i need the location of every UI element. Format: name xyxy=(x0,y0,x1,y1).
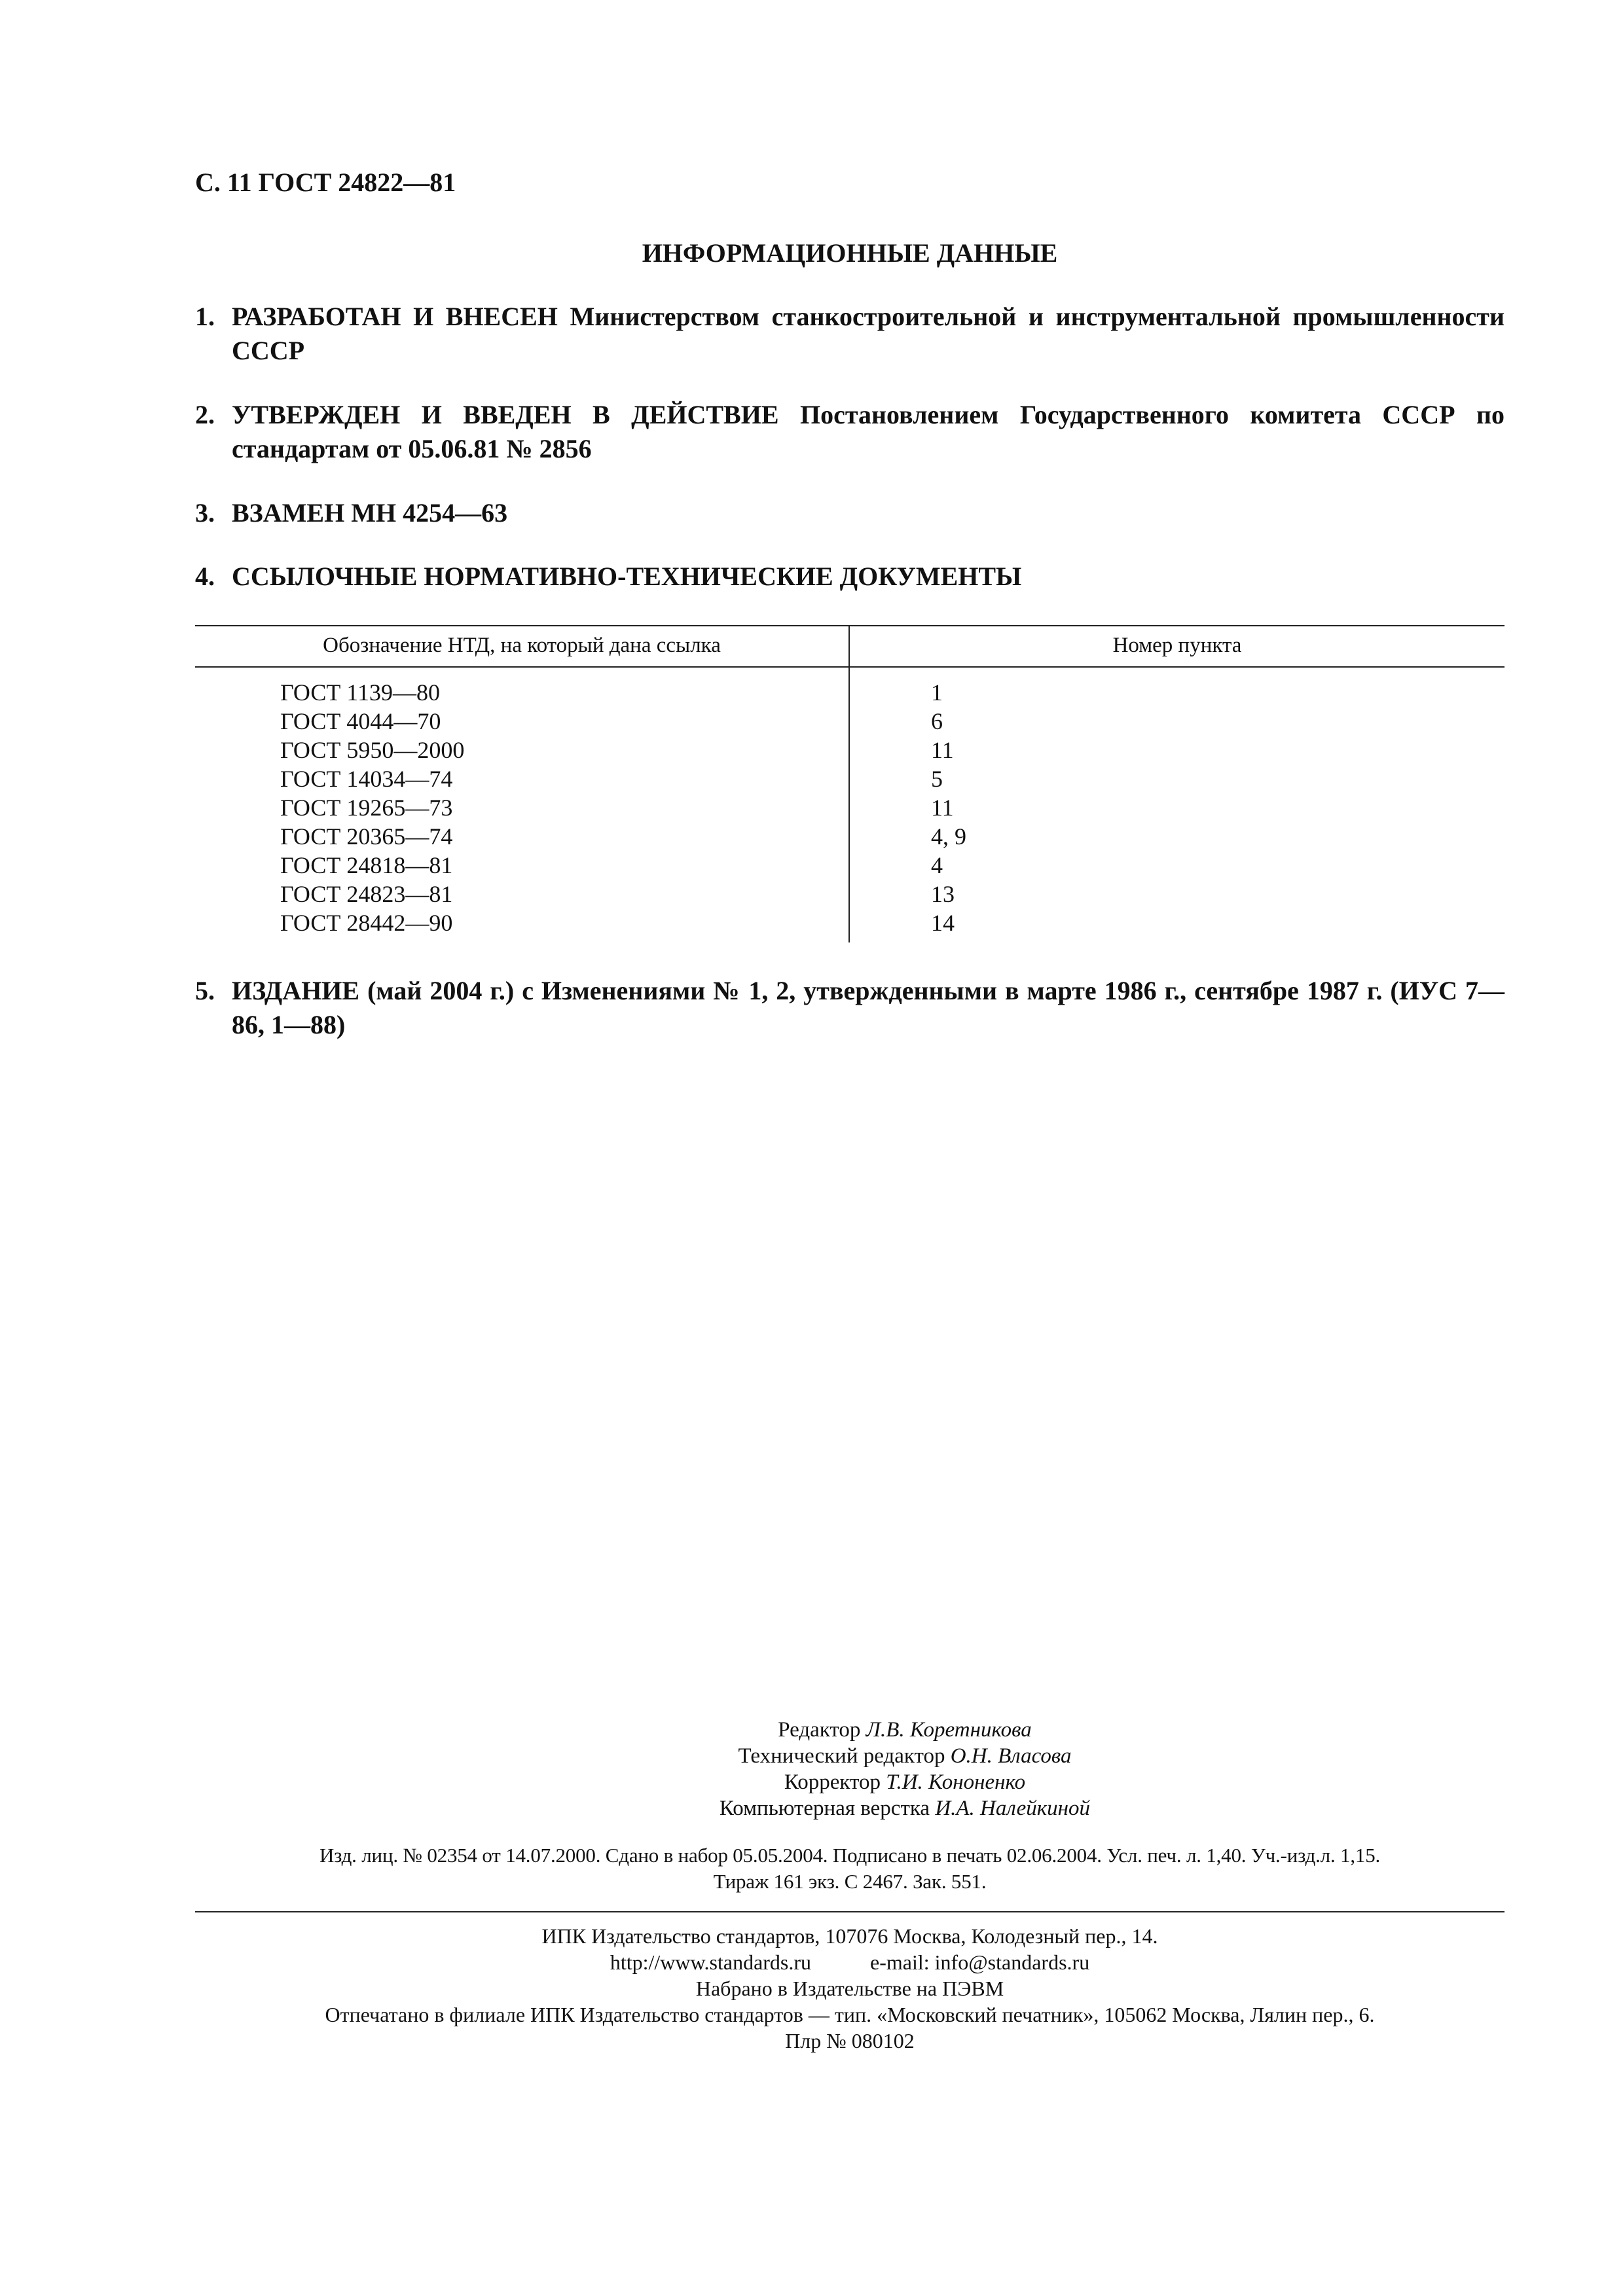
item-number: 5. xyxy=(195,976,215,1005)
imprint-url[interactable]: http://www.standards.ru xyxy=(610,1950,812,1974)
item-text xyxy=(232,974,1504,1042)
imprint-address: ИПК Издательство стандартов, 107076 Москва, Колодезный пер., 14. xyxy=(541,1924,1158,1948)
item-number: 1. xyxy=(195,302,215,331)
table-cell: ГОСТ 24823—81 xyxy=(280,881,453,907)
credits-block xyxy=(0,1717,1623,1821)
credit-layout xyxy=(187,1795,1623,1821)
section-title: ИНФОРМАЦИОННЫЕ ДАННЫЕ xyxy=(642,238,1058,268)
credit-role: Корректор xyxy=(784,1770,881,1794)
imprint-printed: Отпечатано в филиале ИПК Издательство стандартов — тип. «Московский печатник», 105062 Москва, Лялин пер., 6. xyxy=(325,2003,1375,2026)
item-lead: ССЫЛОЧНЫЕ НОРМАТИВНО-ТЕХНИЧЕСКИЕ ДОКУМЕНТЫ xyxy=(232,562,1022,591)
table-top-rule xyxy=(195,625,1504,626)
table-col-designation xyxy=(280,678,464,937)
item-lead: РАЗРАБОТАН И ВНЕСЕН xyxy=(232,302,558,331)
item-lead: ИЗДАНИЕ xyxy=(232,976,360,1005)
item-rest: Министерством станкостроительной и инструментальной промышленности СССР xyxy=(232,302,1505,365)
info-item-4 xyxy=(195,560,1504,594)
table-cell: 5 xyxy=(931,766,943,792)
table-cell: 11 xyxy=(931,737,954,763)
table-cell: ГОСТ 20365—74 xyxy=(280,823,453,850)
credit-role: Редактор xyxy=(778,1718,861,1742)
table-cell: 6 xyxy=(931,708,943,734)
item-rest: Постановлением Государственного комитета СССР по стандартам от 05.06.81 № 2856 xyxy=(232,400,1505,463)
table-cell: ГОСТ 1139—80 xyxy=(280,679,441,706)
item-number: 2. xyxy=(195,400,215,429)
item-lead: ВЗАМЕН МН 4254—63 xyxy=(232,498,508,528)
info-item-5 xyxy=(195,974,1504,1042)
table-cell: 1 xyxy=(931,679,943,706)
item-text xyxy=(232,496,1504,530)
credit-role: Технический редактор xyxy=(738,1744,945,1768)
imprint-block xyxy=(195,1923,1504,2054)
table-cell: 14 xyxy=(931,910,955,936)
table-cell: ГОСТ 14034—74 xyxy=(280,766,453,792)
table-col-clause xyxy=(931,678,966,937)
table-header-clause: Номер пункта xyxy=(1112,634,1242,657)
credit-tech-editor xyxy=(187,1743,1623,1769)
table-cell: ГОСТ 4044—70 xyxy=(280,708,441,734)
item-text xyxy=(232,398,1504,466)
item-text xyxy=(232,560,1504,594)
credit-proofreader xyxy=(187,1769,1623,1795)
credit-name: И.А. Налейкиной xyxy=(935,1797,1091,1820)
table-cell: 4 xyxy=(931,852,943,878)
page-header: С. 11 ГОСТ 24822—81 xyxy=(195,168,456,197)
table-cell: 4, 9 xyxy=(931,823,966,850)
table-cell: ГОСТ 19265—73 xyxy=(280,795,453,821)
table-column-divider xyxy=(848,625,850,942)
item-number: 4. xyxy=(195,562,215,591)
credit-name: Т.И. Кононенко xyxy=(886,1770,1026,1794)
table-header-designation: Обозначение НТД, на который дана ссылка xyxy=(323,634,721,657)
imprint-email[interactable]: e-mail: info@standards.ru xyxy=(870,1950,1090,1974)
item-number: 3. xyxy=(195,498,215,528)
table-cell: 13 xyxy=(931,881,955,907)
imprint-contacts xyxy=(195,1949,1504,1975)
info-item-2 xyxy=(195,398,1504,466)
credit-role: Компьютерная верстка xyxy=(719,1797,930,1820)
publication-line-1: Изд. лиц. № 02354 от 14.07.2000. Сдано в набор 05.05.2004. Подписано в печать 02.06.2004. Усл. печ. л. 1,40. Уч.-изд.л. 1,15. xyxy=(319,1844,1381,1867)
imprint-rule xyxy=(195,1911,1504,1912)
publication-line-2: Тираж 161 экз. С 2467. Зак. 551. xyxy=(713,1870,987,1893)
table-cell: ГОСТ 24818—81 xyxy=(280,852,453,878)
table-cell: ГОСТ 5950—2000 xyxy=(280,737,465,763)
table-header-rule xyxy=(195,666,1504,668)
imprint-typeset: Набрано в Издательстве на ПЭВМ xyxy=(695,1977,1004,2000)
table-cell: ГОСТ 28442—90 xyxy=(280,910,453,936)
item-rest: (май 2004 г.) с Изменениями № 1, 2, утвержденными в марте 1986 г., сентябре 1987 г. (ИУС 7—86, 1—88) xyxy=(232,976,1505,1039)
publication-data xyxy=(195,1842,1504,1895)
credit-name: О.Н. Власова xyxy=(950,1744,1072,1768)
item-text xyxy=(232,300,1504,368)
item-lead: УТВЕРЖДЕН И ВВЕДЕН В ДЕЙСТВИЕ xyxy=(232,400,779,429)
info-item-3 xyxy=(195,496,1504,530)
credit-editor xyxy=(187,1717,1623,1743)
imprint-license: Плр № 080102 xyxy=(785,2029,915,2053)
credit-name: Л.В. Коретникова xyxy=(866,1718,1032,1742)
table-cell: 11 xyxy=(931,795,954,821)
info-item-1 xyxy=(195,300,1504,368)
